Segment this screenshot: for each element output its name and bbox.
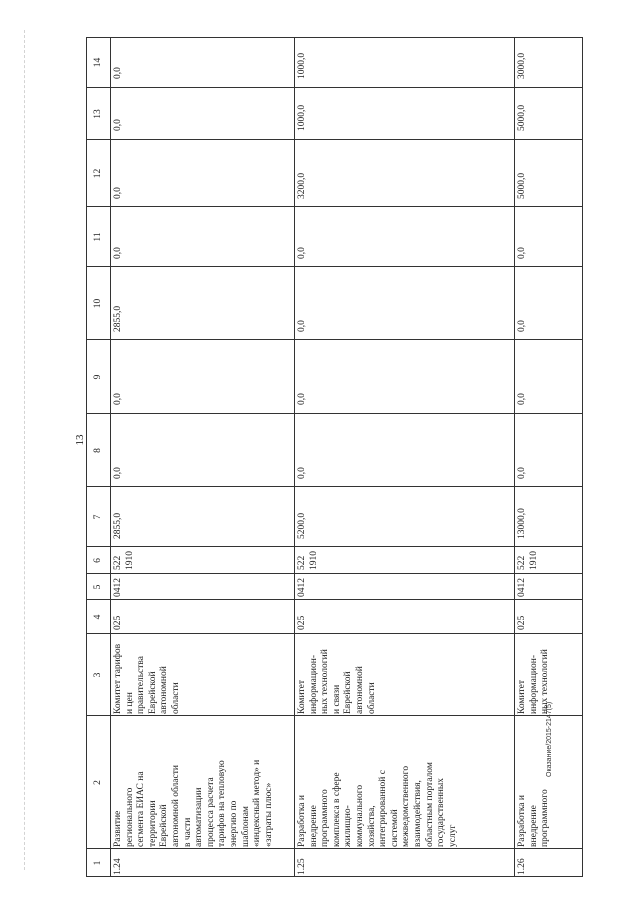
amount-col10: 2855,0 [113, 305, 123, 332]
footer-document-code: Оказание/2015-2147(5) [546, 701, 553, 777]
column-header: 7 [93, 514, 103, 520]
amount-col12: 0,0 [113, 187, 123, 199]
amount-col9: 0,0 [297, 393, 307, 405]
code-4: 025 [517, 615, 527, 630]
code-4: 025 [113, 615, 123, 630]
executor: Комитет тарифов и цен правительства Еврейской автономной области [113, 643, 181, 714]
grid-line [86, 633, 583, 634]
amount-total: 2855,0 [113, 512, 123, 539]
code-4: 025 [297, 615, 307, 630]
column-header: 5 [93, 584, 103, 590]
amount-col10: 0,0 [517, 320, 527, 332]
measure-description: Разработка и внедрение программного комплекса в сфере жилищно- коммунального хозяйства, интегрированной с системой межведомственного взаимодействия, областным порталом государственных услуг [297, 762, 458, 847]
grid-line [86, 87, 583, 88]
grid-line [86, 486, 583, 487]
grid-line [582, 37, 583, 877]
grid-line [86, 413, 583, 414]
grid-line [86, 848, 583, 849]
code-5: 0412 [297, 578, 307, 597]
measure-description: Разработка и внедрение программного [517, 789, 551, 847]
column-header: 2 [93, 780, 103, 785]
amount-col14: 0,0 [113, 67, 123, 79]
executor: Комитет информацион- ных технологий [517, 649, 551, 714]
grid-line [86, 876, 583, 877]
code-5: 0412 [517, 578, 527, 597]
grid-line [86, 546, 583, 547]
amount-col13: 0,0 [113, 119, 123, 131]
column-header: 4 [93, 614, 103, 620]
amount-col10: 0,0 [297, 320, 307, 332]
amount-col11: 0,0 [517, 247, 527, 259]
code-6: 522 1910 [517, 551, 539, 570]
code-6: 522 1910 [297, 551, 319, 570]
grid-line [514, 37, 515, 877]
grid-line [86, 715, 583, 716]
amount-total: 5200,0 [297, 512, 307, 539]
column-header: 8 [93, 448, 103, 453]
page-number: 13 [74, 434, 86, 446]
column-header: 11 [93, 232, 103, 242]
column-header: 6 [93, 558, 103, 563]
amount-col8: 0,0 [517, 467, 527, 479]
binding-margin-line [24, 30, 25, 870]
column-header: 12 [93, 168, 103, 179]
grid-line [294, 37, 295, 877]
column-header: 14 [93, 57, 103, 68]
amount-col9: 0,0 [113, 393, 123, 405]
amount-col13: 1000,0 [297, 104, 307, 131]
row-number: 1.26 [517, 858, 527, 875]
amount-col11: 0,0 [297, 247, 307, 259]
column-header: 10 [93, 298, 103, 309]
column-header: 3 [93, 672, 103, 678]
amount-total: 13000,0 [517, 508, 527, 539]
amount-col9: 0,0 [517, 393, 527, 405]
program-measures-table [86, 37, 583, 877]
column-header: 13 [93, 109, 103, 119]
amount-col12: 3200,0 [297, 172, 307, 199]
grid-line [86, 599, 583, 600]
column-header: 1 [93, 860, 103, 866]
grid-line [86, 139, 583, 140]
executor: Комитет информацион- ных технологий и связи Еврейской автономной области [297, 649, 377, 714]
grid-line [86, 37, 583, 38]
row-number: 1.25 [297, 858, 307, 875]
code-5: 0412 [113, 578, 123, 597]
row-number: 1.24 [113, 858, 123, 875]
amount-col8: 0,0 [113, 467, 123, 479]
amount-col13: 5000,0 [517, 104, 527, 131]
amount-col11: 0,0 [113, 247, 123, 259]
grid-line [86, 573, 583, 574]
grid-line [86, 206, 583, 207]
grid-line [86, 37, 87, 877]
amount-col14: 3000,0 [517, 52, 527, 79]
amount-col12: 5000,0 [517, 172, 527, 199]
column-header: 9 [93, 374, 103, 380]
amount-col8: 0,0 [297, 467, 307, 479]
amount-col14: 1000,0 [297, 52, 307, 79]
code-6: 522 1910 [113, 551, 135, 570]
grid-line [110, 37, 111, 877]
grid-line [86, 339, 583, 340]
grid-line [86, 266, 583, 267]
measure-description: Развитие регионального сегмента ЕИАС на территории Еврейской автономной области в части автоматизации процесса расчета тарифов на тепловую энергию по шаблонам «индексный метод» и «затраты плюс» [113, 759, 274, 847]
